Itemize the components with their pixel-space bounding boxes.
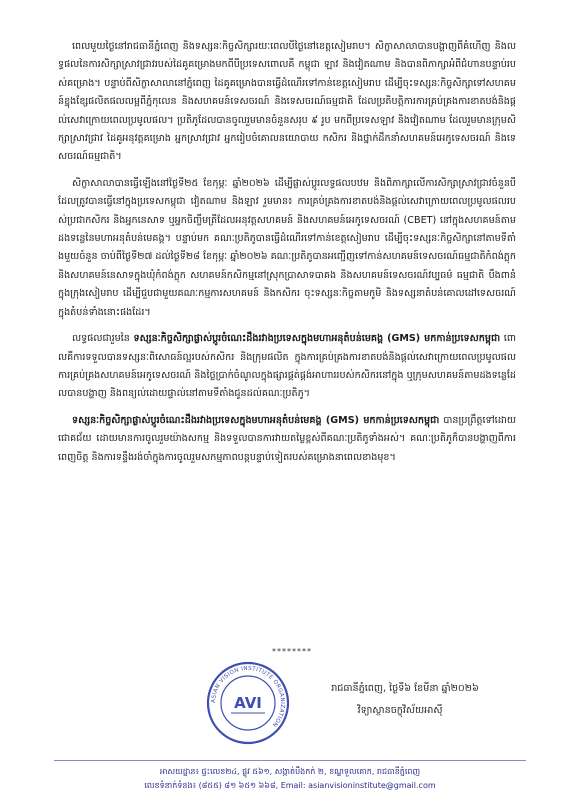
separator-stars: ******** <box>272 647 312 656</box>
paragraph-1 <box>58 38 516 167</box>
body-content <box>58 38 516 475</box>
paragraph-3-lead: លទ្ធផលជារួមនៃ <box>72 333 130 345</box>
paragraph-2 <box>58 175 516 322</box>
seal-logo-text: AVI <box>234 694 262 712</box>
paragraph-4-rest: បានប្រព្រឹត្តទៅដោយជោគជ័យ ដោយមានការចូលរួមយ៉ាងសកម្ម និងទទួលបានការវាយតម្លៃខ្ពស់ពីគណៈប្រតិភូទាំងអស់។ គណៈប្រតិភូក៏បានបង្ហាញពីការពេញចិត្ត និងការទន្ទឹងរង់ចាំក្នុងការចូលរួមសកម្មភាពបន្តបន្ទាប់ទៀតរបស់គម្រោងនាពេលខាងមុខ។ <box>58 414 516 463</box>
paragraph-2-text: សិក្ខាសាលាបានធ្វើឡើងនៅថ្ងៃទី២៥ ខែកុម្ភៈ ឆ្នាំ២០២៦ ដើម្បីផ្លាស់ប្តូរលទ្ធផលបឋម និងពិភាក្សាលើការសិក្សាស្រាវជ្រាវចំនួនបី ដែលត្រូវបានធ្វើនៅក្នុងប្រទេសកម្ពុជា វៀតណាម និងឡាវ រួមមាន៖ ការគ្រប់គ្រងការខាតបង់និងផ្តល់សេវាក្រោយពេលប្រមូលផលរបស់ប្រជាកសិករ និងអ្នកនេសាទ ឬអ្នកចិញ្ចឹមត្រីដែលអនុវត្តសហគមន៍ និងសហគមន៍អេកូទេសចរណ៍ (CBET) នៅក្នុងសហគមន៍តាមដងទន្លេនៃមហាអនុតំបន់មេគង្គ។ បន្ទាប់មក គណៈប្រតិភូបានធ្វើដំណើរទៅកាន់ខេត្តសៀមរាប ដើម្បីចុះទស្សនៈកិច្ចសិក្សានៅតាមទីតាំងមួយចំនួន ចាប់ពីថ្ងៃទី២៧ ដល់ថ្ងៃទី២៨ ខែកុម្ភៈ ឆ្នាំ២០២៦ គណៈប្រតិភូបានអញ្ជើញទៅកាន់សហគមន៍ទេសចរណ៍ធម្មជាតិកំពង់ភ្លុក និងសហគមន៍នេសាទក្នុងឃុំកំពង់ភ្លុក សហគមន៍កសិកម្មនៅស្រុកប្រាសាទបាគង និងសហគមន៍ទេសចរណ៍វប្បធម៌ ធម្មជាតិ បឹងពានំ ក្នុងក្រុងសៀមរាប ដើម្បីជួបជាមួយគណៈកម្មការសហគមន៍ និងកសិករ ចុះទស្សនៈកិច្ចតាមកូមិ និងទស្សនាតំបន់គោលដៅទេសចរណ៍ក្នុងតំបន់ទាំងនោះផងដែរ។ <box>58 177 516 318</box>
signature-organization: វិទ្យាស្ថានចក្ខុវិស័យអាស៊ី <box>357 705 443 716</box>
organization-seal-icon <box>205 660 291 746</box>
paragraph-3 <box>58 330 516 404</box>
paragraph-1-text: ពេលមួយថ្ងៃនៅរាជធានីភ្នំពេញ និងទស្សនៈកិច្ចសិក្សារយៈពេលបីថ្ងៃនៅខេត្តសៀមរាប។ សិក្ខាសាលាបានបង្ហាញពីគំហើញ និងលទ្ធផលនៃការសិក្សាស្រាវជ្រាវរបស់ដៃគូគម្រោងមកពីបីប្រទេសពោលគឺ កម្ពុជា ឡាវ និងវៀតណាម និងបានពិភាក្សាអំពីជំហានបន្ទាប់របស់គម្រោង។ បន្ទាប់ពីសិក្ខាសាលានៅភ្នំពេញ ដៃគូគម្រោងបានធ្វើដំណើរទៅកាន់ខេត្តសៀមរាប ដើម្បីចុះទស្សនៈកិច្ចសិក្សាទៅសហគមន៍ខ្នុងខ្សែផលិតផលលម្អពីភ្នំកុលេន និងសហគមន៍ទេសចរណ៍ និងទេសចរណ៍ធម្មជាតិ ដែលប្រតិបត្តិការការគ្រប់គ្រងការខាតបង់និងផ្តល់សេវាក្រោយពេលប្រមូលផល។ ប្រតិភូដែលបានចូលរួមមានចំនួនសរុប ៩ រូប មកពីប្រទេសឡាវ និងវៀតណាម ដែលរួមមានក្រុមសិក្សាស្រាវជ្រាវ ដៃគូអនុវត្តគម្រោង អ្នកស្រាវជ្រាវ អ្នករៀបចំគោលនយោបាយ កសិករ និងថ្នាក់ដឹកនាំសហគមន៍អេកូទេសចរណ៍ និងទេសចរណ៍ធម្មជាតិ។ <box>58 41 516 163</box>
footer-divider <box>54 760 526 761</box>
paragraph-4 <box>58 412 516 467</box>
signature-date: រាជធានីភ្នំពេញ, ថ្ងៃទី៦ ខែមីនា ឆ្នាំ២០២៦ <box>331 683 479 694</box>
footer-contact: លេខទំនាក់ទំនង៖ (៨៥៥) ៨១ ៦៥១ ៦៦៨, Email: asianvisioninstitute@gmail.com <box>144 781 436 790</box>
paragraph-3-bold: ទស្សនៈកិច្ចសិក្សាផ្លាស់ប្តូរចំណេះដឹងរវាងប្រទេសក្នុងមហាអនុតំបន់មេគង្គ (GMS) មកកាន់ប្រទេសកម្ពុជា <box>133 333 501 345</box>
seal-ring-text: ASIAN VISION INSTITUTE ORGANIZATION <box>210 665 286 728</box>
footer-address: អាសយដ្ឋាន៖ ផ្ទះលេខ២៤, ផ្លូវ ៥៦១, សង្កាត់បឹងកក់ ២, ខណ្ឌទួលគោក, រាជធានីភ្នំពេញ <box>159 767 421 776</box>
paragraph-3-rest: ពោលគឺការទទួលបានទស្សនៈពិសោធន៍ល្អរបស់កសិករ និងក្រុមផលិត ក្នុងការគ្រប់គ្រងការខាតបង់និងផ្តល់សេវាក្រោយពេលប្រមូលផល ការគ្រប់គ្រងសហគមន៍អេកូទេសចរណ៍ និងថ្លៃប្រាក់ចំណូលក្នុងផ្សារផ្គត់ផ្គង់អាហាររបស់កសិករនៅក្នុង ឬក្រុមសហគមន៍តាមដងទន្លេដែលបានបង្ហាញ និងពន្យល់ដោយផ្ទាល់នៅតាមទីតាំងជូនដល់គណៈប្រតិភូ។ <box>58 333 516 400</box>
paragraph-4-bold: ទស្សនៈកិច្ចសិក្សាផ្លាស់ប្តូរចំណេះដឹងរវាងប្រទេសក្នុងមហាអនុតំបន់មេគង្គ (GMS) មកកាន់ប្រទេសកម្ពុជា <box>72 414 440 426</box>
